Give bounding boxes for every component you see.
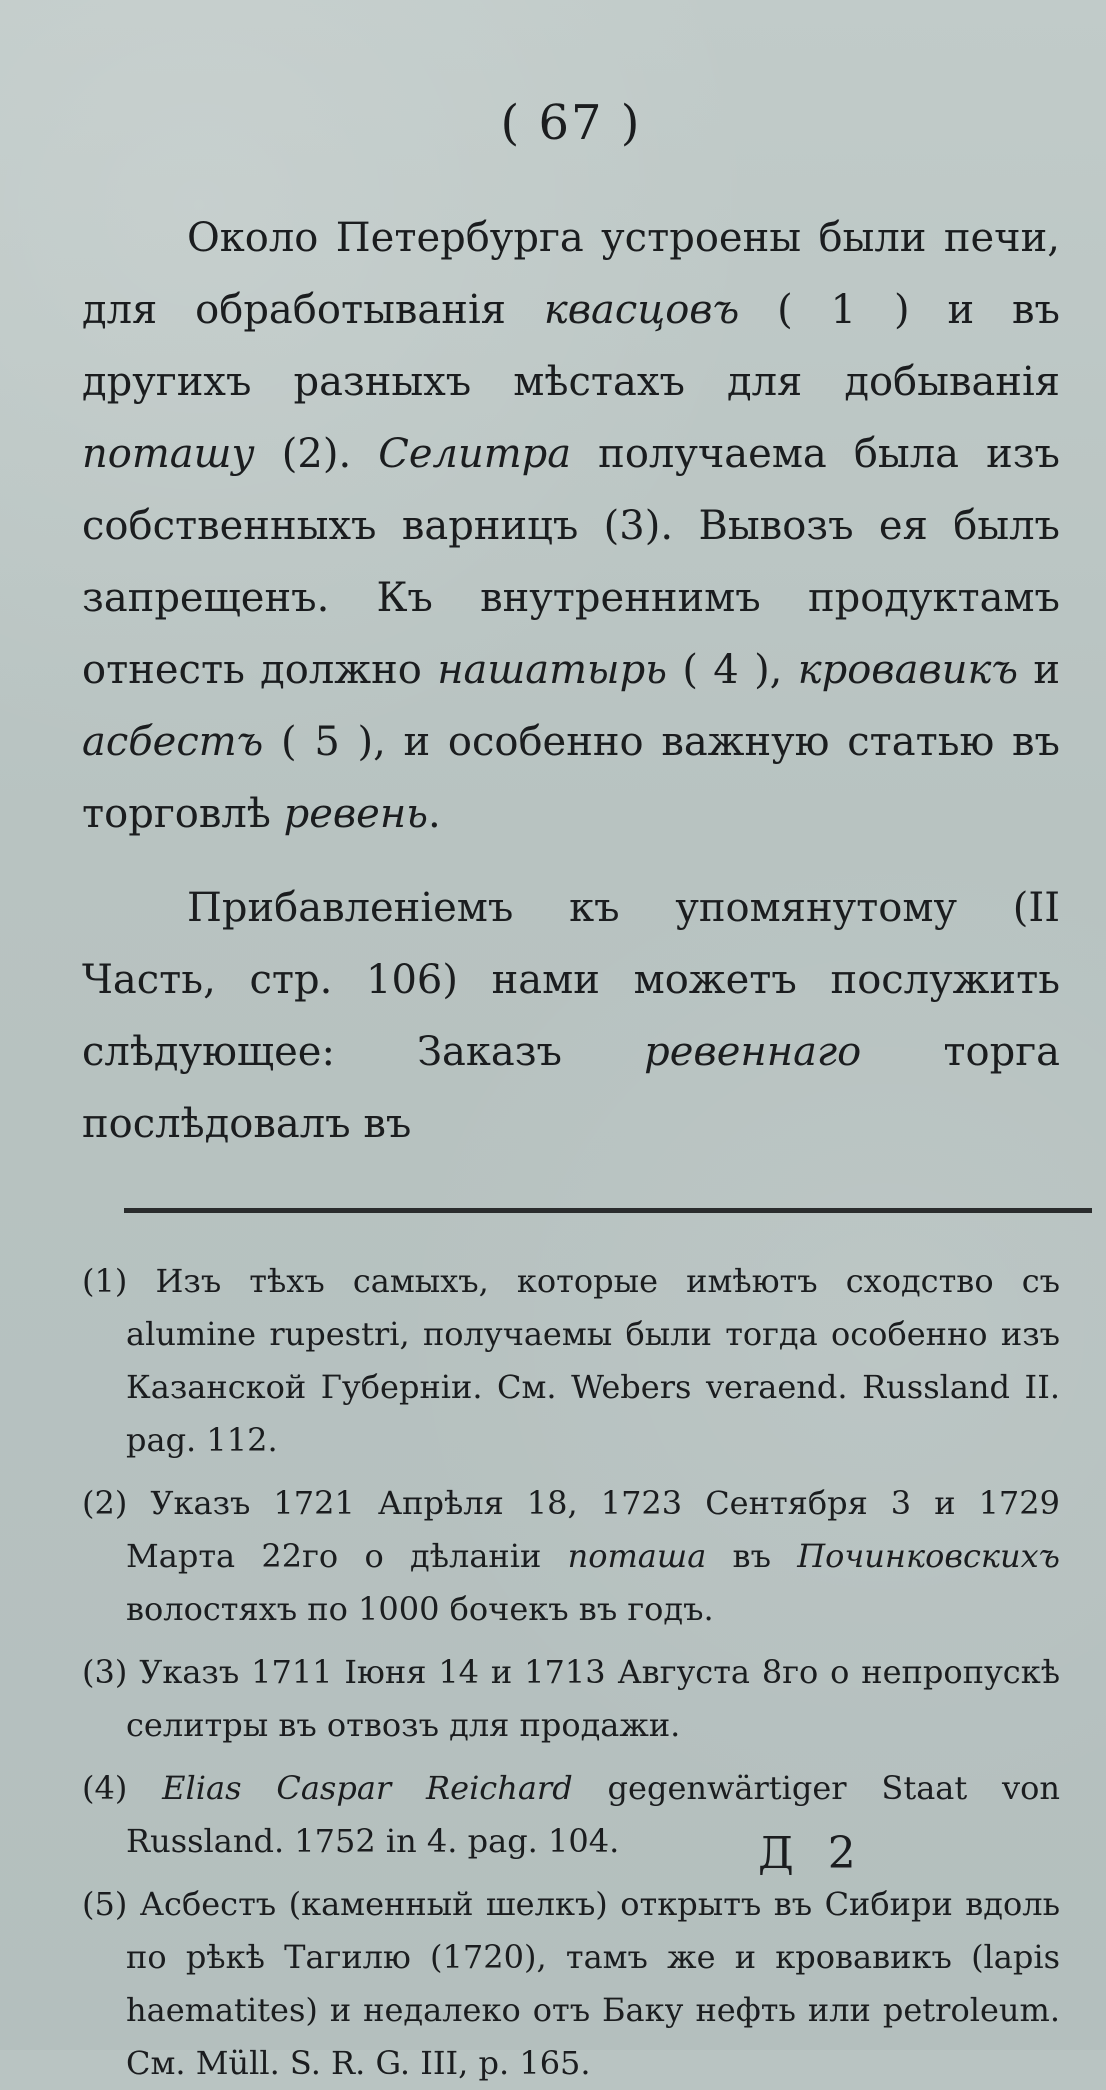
signature-mark: Д 2 <box>758 1828 866 1879</box>
footnote-divider <box>124 1208 1092 1213</box>
paragraph-1-text-12: асбестъ <box>82 719 264 765</box>
paragraph-2 <box>82 872 1060 1160</box>
paragraph-2-text-3: торга послѣдовалъ въ <box>82 1029 1060 1147</box>
footnote-3 <box>82 1646 1060 1752</box>
paragraph-1-text-3: ( 1 ) и въ другихъ разныхъ мѣстахъ для добыванія <box>82 287 1060 405</box>
footnote-4 <box>82 1762 1060 1868</box>
paragraph-1-text-1: Около Петербурга устроены были печи, для обработыванія <box>82 215 1060 333</box>
paragraph-1-text-6: Селитра <box>378 431 572 477</box>
paragraph-1-text-7: получаема была изъ собственныхъ варницъ (3). Вывозъ ея былъ запрещенъ. Къ внутреннимъ продуктамъ отнесть должно <box>82 431 1060 693</box>
footnote-1-text: (1) Изъ тѣхъ самыхъ, которые имѣютъ сходство съ alumine rupestri, получаемы были тогда особенно изъ Казанской Губерніи. См. Webers veraend. Russland II. pag. 112. <box>82 1262 1060 1459</box>
paragraph-1-text-4: поташу <box>82 431 255 477</box>
footnote-2-text-1: (2) Указъ 1721 Апрѣля 18, 1723 Сентября 3 и 1729 Марта 22го о дѣланіи <box>82 1484 1060 1575</box>
paragraph-1-text-10: кровавикъ <box>797 647 1019 693</box>
footnote-4-text-3: gegenwärtiger Staat von Russland. 1752 in 4. pag. 104. <box>126 1769 1060 1860</box>
footnote-4-text-1: (4) <box>82 1769 163 1807</box>
page-number: ( 67 ) <box>500 95 642 151</box>
footnote-3-text: (3) Указъ 1711 Іюня 14 и 1713 Августа 8го о непропускѣ селитры въ отвозъ для продажи. <box>82 1653 1060 1744</box>
main-text <box>82 202 1060 1160</box>
footnote-2-text-2: поташа <box>567 1537 707 1575</box>
paragraph-1-text-5: (2). <box>254 431 379 477</box>
footnote-2 <box>82 1477 1060 1636</box>
paragraph-1-text-2: квасцовъ <box>543 287 740 333</box>
paragraph-1 <box>82 202 1060 850</box>
footnote-1 <box>82 1255 1060 1467</box>
paragraph-1-text-14: ревень <box>283 791 428 837</box>
paragraph-1-text-11: и <box>1018 647 1061 693</box>
paragraph-1-text-8: нашатырь <box>437 647 668 693</box>
paragraph-2-text-2: ревеннаго <box>644 1029 862 1075</box>
paragraph-1-text-9: ( 4 ), <box>667 647 798 693</box>
footnote-2-text-3: въ <box>706 1537 798 1575</box>
footnote-2-text-5: волостяхъ по 1000 бочекъ въ годъ. <box>126 1590 714 1628</box>
footnote-4-text-2: Elias Caspar Reichard <box>162 1769 573 1807</box>
paragraph-1-text-15: . <box>427 791 441 837</box>
paragraph-2-text-1: Прибавленіемъ къ упомянутому (II Часть, стр. 106) нами можетъ послужить слѣдующее: Заказъ <box>82 885 1060 1075</box>
paragraph-1-text-13: ( 5 ), и особенно важную статью въ торговлѣ <box>82 719 1060 837</box>
footnote-2-text-4: Починковскихъ <box>797 1537 1060 1575</box>
footnote-5-text: (5) Асбестъ (каменный шелкъ) открытъ въ Сибири вдоль по рѣкѣ Тагилю (1720), тамъ же и кровавикъ (lapis haematites) и недалеко отъ Баку нефть или petroleum. См. Müll. S. R. G. III, p. 165. <box>82 1885 1060 2082</box>
footnotes <box>82 1255 1060 2090</box>
footnote-5 <box>82 1878 1060 2090</box>
